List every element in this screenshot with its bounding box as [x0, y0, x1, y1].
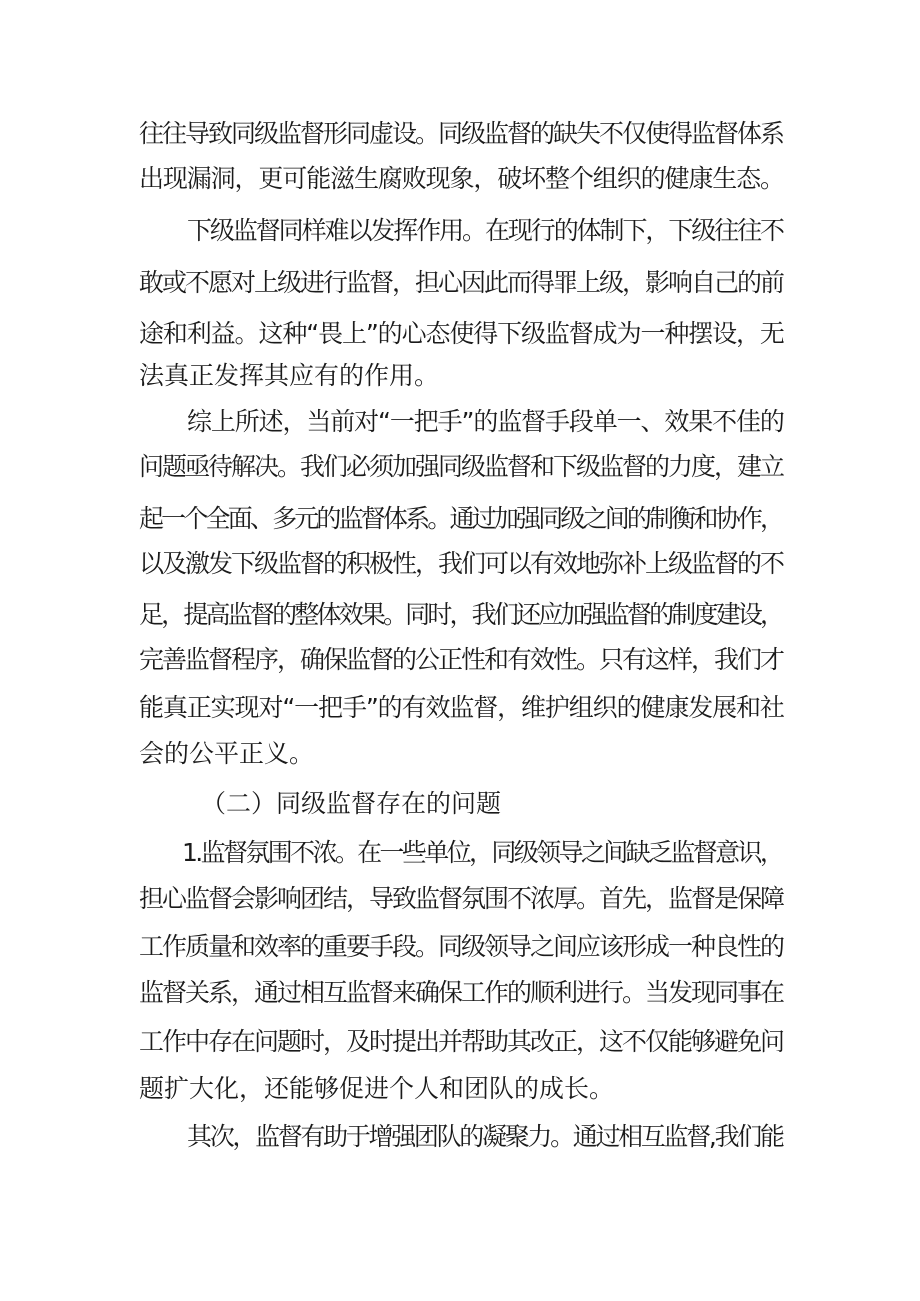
text-line: 途和利益。这种“畏上”的心态使得下级监督成为一种摆设，无	[139, 319, 784, 348]
text-line: 综上所述，当前对“一把手”的监督手段单一、效果不佳的	[187, 407, 784, 436]
text-line: 敢或不愿对上级进行监督，担心因此而得罪上级，影响自己的前	[139, 268, 784, 297]
text-line: 担心监督会影响团结，导致监督氛围不浓厚。首先，监督是保障	[139, 884, 784, 913]
text-line: 以及激发下级监督的积极性，我们可以有效地弥补上级监督的不	[139, 549, 784, 578]
text-line: 问题亟待解决。我们必须加强同级监督和下级监督的力度，建立	[139, 452, 784, 481]
text-line: 其次，监督有助于增强团队的凝聚力。通过相互监督,我们能	[187, 1122, 783, 1151]
text-line: 题扩大化，还能够促进个人和团队的成长。	[139, 1074, 615, 1103]
text-line: 会的公平正义。	[139, 739, 315, 768]
text-line: 监督关系，通过相互监督来确保工作的顺利进行。当发现同事在	[139, 978, 784, 1007]
text-line: 足，提高监督的整体效果。同时，我们还应加强监督的制度建设，	[139, 600, 783, 629]
text-line: 出现漏洞，更可能滋生腐败现象，破坏整个组织的健康生态。	[139, 164, 784, 193]
text-line: 工作质量和效率的重要手段。同级领导之间应该形成一种良性的	[139, 932, 784, 961]
text-line: 1.监督氛围不浓。在一些单位，同级领导之间缺乏监督意识，	[182, 838, 783, 867]
text-line: 往往导致同级监督形同虚设。同级监督的缺失不仅使得监督体系	[139, 119, 784, 148]
text-line: 完善监督程序，确保监督的公正性和有效性。只有这样，我们才	[139, 645, 784, 674]
section-heading: （二）同级监督存在的问题	[201, 789, 502, 818]
text-line: 能真正实现对“一把手”的有效监督，维护组织的健康发展和社	[139, 693, 784, 722]
text-line: 下级监督同样难以发挥作用。在现行的体制下，下级往往不	[187, 216, 783, 245]
text-line: 法真正发挥其应有的作用。	[139, 361, 440, 390]
text-line: 起一个全面、多元的监督体系。通过加强同级之间的制衡和协作，	[139, 504, 783, 533]
text-line: 工作中存在问题时，及时提出并帮助其改正，这不仅能够避免问	[139, 1027, 784, 1056]
